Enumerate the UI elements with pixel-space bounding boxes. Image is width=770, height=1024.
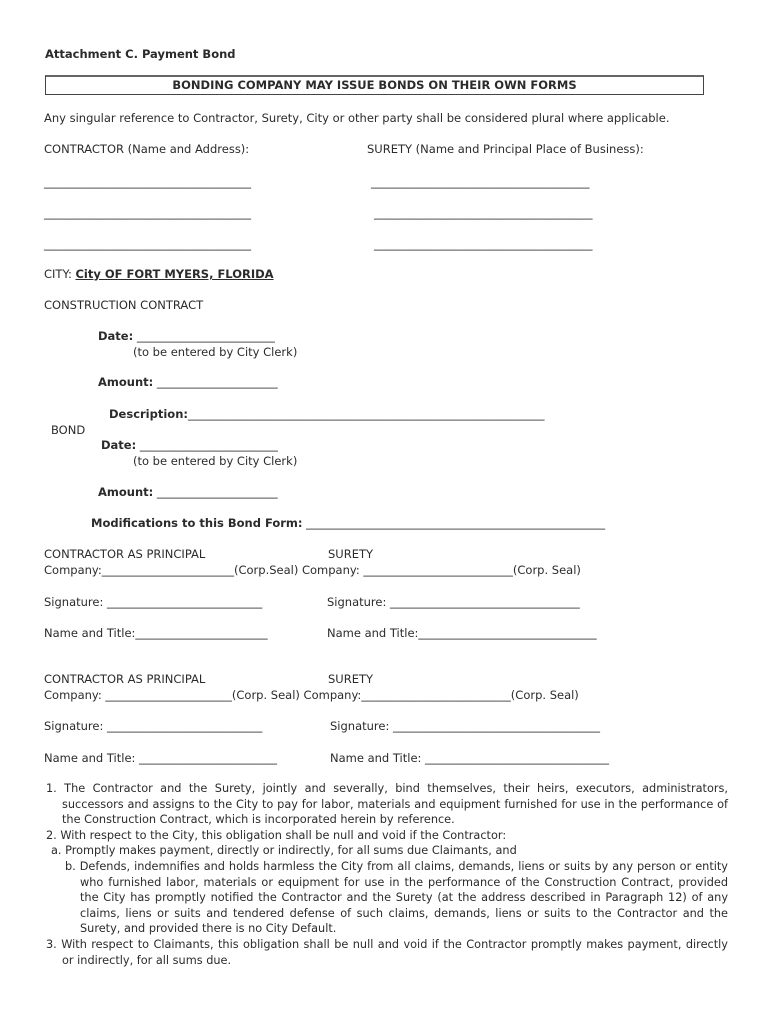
singular-reference-note: Any singular reference to Contractor, Surety, City or other party shall be considered plural where applicable. — [44, 111, 670, 125]
bond-label: BOND — [51, 423, 86, 437]
city-value: City OF FORT MYERS, FLORIDA — [75, 267, 274, 281]
surety-name-title-1[interactable]: Name and Title:_______________________________ — [327, 626, 597, 640]
bond-date-note: (to be entered by City Clerk) — [133, 454, 298, 468]
contractor-line-3[interactable]: ____________________________________ — [44, 237, 251, 251]
term-2b: b. Defends, indemnifies and holds harmless the City from all claims, demands, liens or suits by any person or entity who furnished labor, materials or equipment for use in the performance of the Construction Contract, provided the City has promptly notified the Contractor and the Surety (at the address described in Paragraph 12) of any claims, liens or suits and tendered defense of such claims, demands, liens or suits to the Contractor and the Surety, and provided there is no City Default. — [65, 859, 728, 936]
contract-amount-label: Amount: — [98, 375, 154, 389]
term-3: 3. With respect to Claimants, this obligation shall be null and void if the Contractor promptly makes payment, directly or indirectly, for all sums due. — [46, 937, 728, 967]
bond-date-row — [101, 438, 278, 452]
bond-amount-label: Amount: — [98, 485, 154, 499]
surety-heading-2: SURETY — [328, 672, 374, 686]
bond-description-row — [109, 407, 544, 421]
contract-amount-line[interactable]: _____________________ — [153, 375, 278, 389]
surety-label: SURETY (Name and Principal Place of Business): — [367, 142, 644, 156]
document-title: Attachment C. Payment Bond — [45, 47, 236, 61]
principal-heading-2: CONTRACTOR AS PRINCIPAL — [44, 672, 206, 686]
bond-description-line[interactable]: ______________________________________________________________ — [187, 407, 545, 421]
surety-signature-1[interactable]: Signature: _________________________________ — [327, 595, 580, 609]
surety-line-3[interactable]: ______________________________________ — [374, 237, 593, 251]
contract-date-row — [98, 329, 275, 343]
surety-heading-1: SURETY — [328, 547, 374, 561]
bond-amount-row — [98, 485, 278, 499]
bond-amount-line[interactable]: _____________________ — [153, 485, 278, 499]
terms-section — [44, 781, 728, 968]
company-line-1[interactable]: Company:_______________________(Corp.Seal) Company: __________________________(Corp. Seal) — [44, 563, 581, 577]
principal-signature-1[interactable]: Signature: ___________________________ — [44, 595, 263, 609]
principal-signature-2[interactable]: Signature: ___________________________ — [44, 719, 263, 733]
bond-date-line[interactable]: ________________________ — [136, 438, 278, 452]
contractor-label: CONTRACTOR (Name and Address): — [44, 142, 250, 156]
contract-date-label: Date: — [98, 329, 134, 343]
surety-line-1[interactable]: ______________________________________ — [371, 175, 590, 189]
contractor-line-1[interactable]: ____________________________________ — [44, 175, 251, 189]
surety-signature-2[interactable]: Signature: ____________________________________ — [330, 719, 601, 733]
bond-date-label: Date: — [101, 438, 137, 452]
company-line-2[interactable]: Company: ______________________(Corp. Seal) Company:__________________________(Corp. Seal) — [44, 688, 579, 702]
city-label: CITY: — [44, 267, 76, 281]
bond-description-label: Description: — [109, 407, 188, 421]
contractor-line-2[interactable]: ____________________________________ — [44, 206, 251, 220]
contract-amount-row — [98, 375, 278, 389]
term-2a: a. Promptly makes payment, directly or indirectly, for all sums due Claimants, and — [51, 844, 517, 858]
principal-name-title-2[interactable]: Name and Title: ________________________ — [44, 751, 278, 765]
principal-heading-1: CONTRACTOR AS PRINCIPAL — [44, 547, 206, 561]
city-row — [44, 267, 274, 281]
surety-line-2[interactable]: ______________________________________ — [374, 206, 593, 220]
contract-date-line[interactable]: ________________________ — [133, 329, 275, 343]
modifications-line[interactable]: ____________________________________________________ — [302, 516, 606, 530]
surety-name-title-2[interactable]: Name and Title: ________________________________ — [330, 751, 610, 765]
contract-date-note: (to be entered by City Clerk) — [133, 345, 298, 359]
modifications-label: Modifications to this Bond Form: — [91, 516, 303, 530]
bonding-notice-box: BONDING COMPANY MAY ISSUE BONDS ON THEIR OWN FORMS — [45, 75, 704, 95]
principal-name-title-1[interactable]: Name and Title:_______________________ — [44, 626, 268, 640]
term-1: 1. The Contractor and the Surety, jointly and severally, bind themselves, their heirs, executors, administrators, successors and assigns to the City to pay for labor, materials and equipment furnished for use in the performance of the Construction Contract, which is incorporated herein by reference. — [46, 782, 728, 827]
modifications-row — [91, 516, 605, 530]
construction-contract-heading: CONSTRUCTION CONTRACT — [44, 298, 204, 312]
term-2: 2. With respect to the City, this obligation shall be null and void if the Contractor: — [46, 828, 507, 842]
